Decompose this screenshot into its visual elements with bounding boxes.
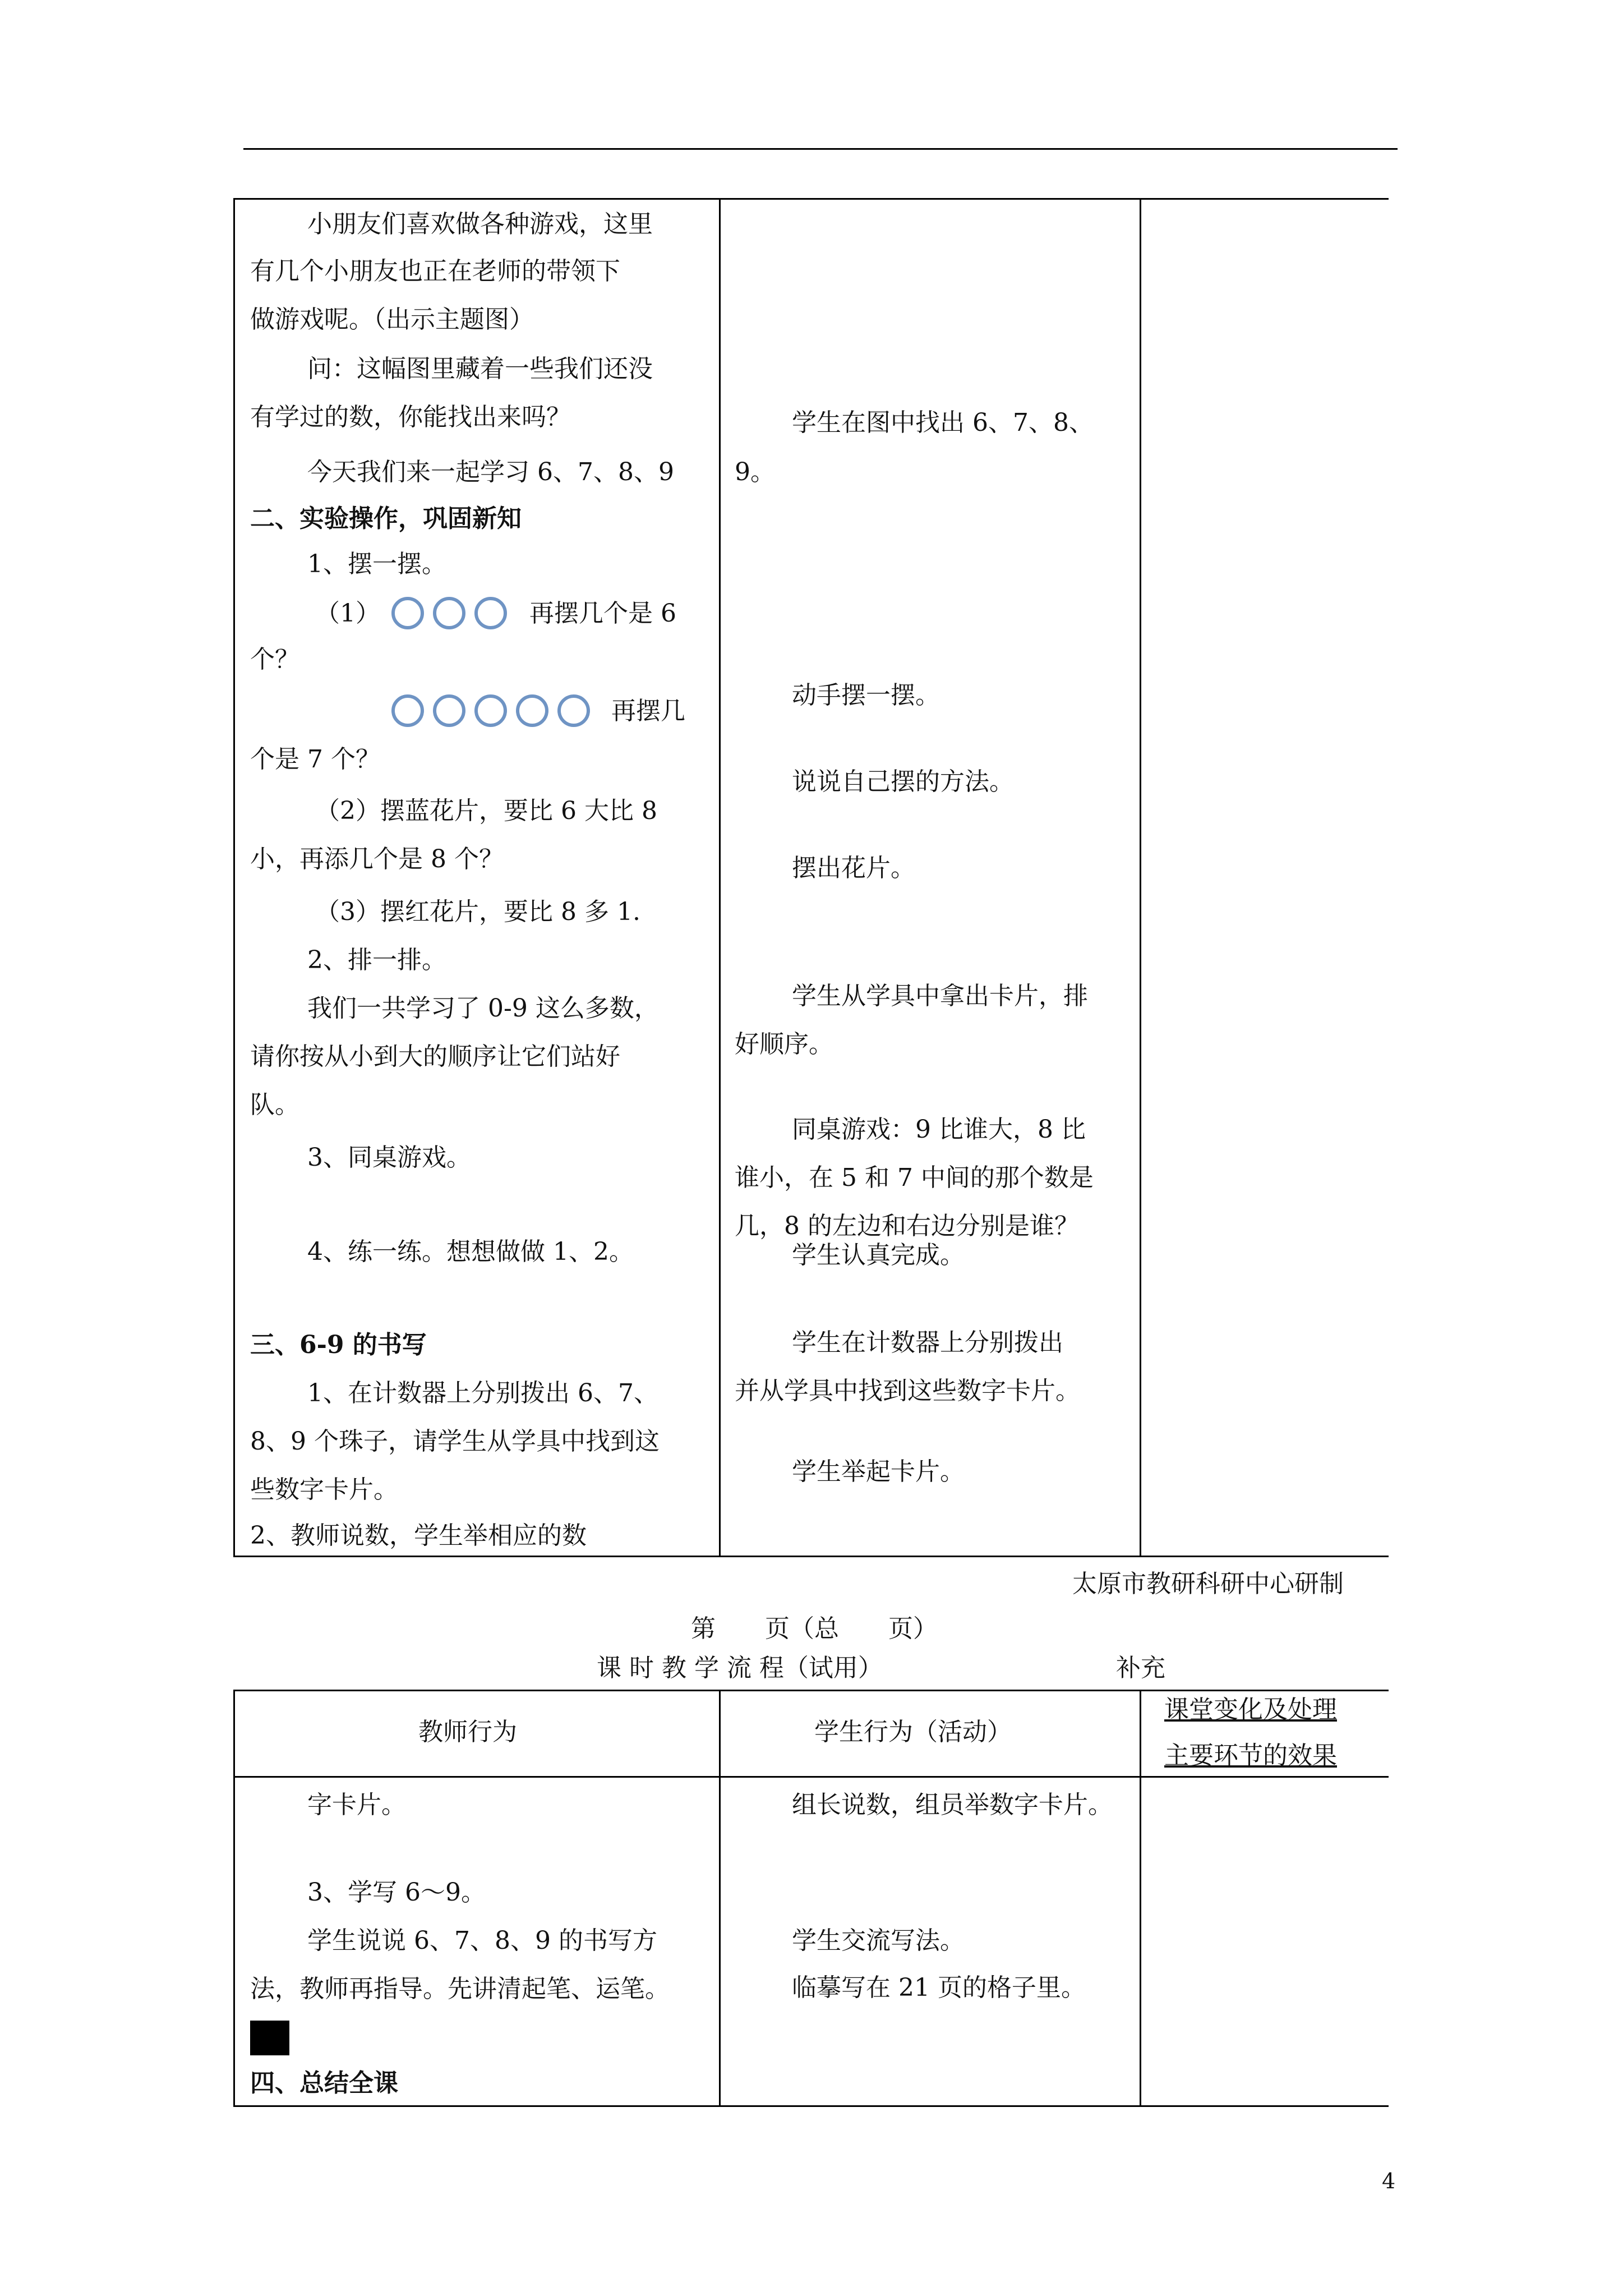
student-line-2: 9。 <box>735 458 775 486</box>
teacher2-line-3: 学生说说 6、7、8、9 的书写方 <box>307 1926 657 1955</box>
circle-icon <box>516 694 548 727</box>
student-line-7: 好顺序。 <box>735 1030 833 1059</box>
section-heading-2: 二、实验操作，巩固新知 <box>250 504 522 533</box>
student-line-9: 谁小，在 5 和 7 中间的那个数是 <box>735 1163 1094 1192</box>
teacher-line-9: （1） <box>315 599 380 628</box>
section-heading-3: 三、6-9 的书写 <box>250 1331 427 1359</box>
student-line-14: 学生举起卡片。 <box>792 1457 965 1486</box>
student-line-3: 动手摆一摆。 <box>792 681 940 710</box>
teacher-line-17: 2、排一排。 <box>307 946 446 974</box>
teacher-line-11: 个？ <box>250 645 299 674</box>
student-line-6: 学生从学具中拿出卡片，排 <box>792 982 1088 1010</box>
circle-icon <box>391 597 424 629</box>
student-line-8: 同桌游戏：9 比谁大，8 比 <box>792 1115 1086 1144</box>
teacher-line-20: 队。 <box>250 1091 299 1119</box>
circle-icon <box>474 597 507 629</box>
page-number: 4 <box>1382 2169 1396 2193</box>
student-line-5: 摆出花片。 <box>792 854 915 882</box>
student-line-1: 学生在图中找出 6、7、8、 <box>792 408 1094 437</box>
teacher-line-1: 小朋友们喜欢做各种游戏，这里 <box>307 210 653 238</box>
circle-icon <box>391 694 424 727</box>
teacher2-line-1: 字卡片。 <box>307 1791 406 1819</box>
teacher2-line-2: 3、学写 6～9。 <box>307 1878 486 1907</box>
circle-icon <box>474 694 507 727</box>
teacher-line-19: 请你按从小到大的顺序让它们站好 <box>250 1042 620 1071</box>
teacher-line-10: 再摆几个是 6 <box>529 599 676 628</box>
page-count-label: 第 页（总 页） <box>691 1614 938 1643</box>
circle-icon <box>433 597 465 629</box>
org-credit: 太原市教研科研中心研制 <box>1072 1570 1344 1598</box>
section-heading-4: 四、总结全课 <box>250 2069 398 2097</box>
teacher-line-14: （2）摆蓝花片，要比 6 大比 8 <box>315 797 657 825</box>
teacher-line-5: 有学过的数，你能找出来吗？ <box>250 403 571 431</box>
teacher-line-26: 些数字卡片。 <box>250 1475 398 1504</box>
table-title: 课 时 教 学 流 程（试用） <box>597 1654 883 1682</box>
student-line-4: 说说自己摆的方法。 <box>792 767 1014 796</box>
teacher2-line-4: 法，教师再指导。先讲清起笔、运笔。 <box>250 1975 670 2003</box>
teacher-line-2: 有几个小朋友也正在老师的带领下 <box>250 257 620 286</box>
student2-line-3: 临摹写在 21 页的格子里。 <box>792 1973 1086 2002</box>
student2-line-2: 学生交流写法。 <box>792 1926 965 1955</box>
student-line-12: 学生在计数器上分别拨出 <box>792 1328 1063 1357</box>
teacher-line-4: 问：这幅图里藏着一些我们还没 <box>307 355 653 383</box>
teacher-line-8: 1、摆一摆。 <box>307 550 446 578</box>
teacher-line-18: 我们一共学习了 0-9 这么多数， <box>307 994 659 1023</box>
teacher-line-15: 小，再添几个是 8 个？ <box>250 845 504 873</box>
teacher-line-13: 个是 7 个？ <box>250 745 380 774</box>
teacher-line-12: 再摆几 <box>611 697 685 725</box>
redaction-block <box>250 2021 289 2055</box>
teacher-line-3: 做游戏呢。（出示主题图） <box>250 305 534 334</box>
teacher-line-21: 3、同桌游戏。 <box>307 1143 471 1172</box>
teacher-line-22: 4、练一练。想想做做 1、2。 <box>307 1237 634 1266</box>
teacher-line-24: 1、在计数器上分别拨出 6、7、 <box>307 1379 658 1407</box>
circle-icon <box>557 694 590 727</box>
teacher-line-6: 今天我们来一起学习 6、7、8、9 <box>307 458 674 486</box>
student-line-10: 几，8 的左边和右边分别是谁？ <box>735 1212 1079 1240</box>
student2-line-1: 组长说数，组员举数字卡片。 <box>792 1791 1113 1819</box>
column-header-notes-1: 课堂变化及处理 <box>1164 1695 1337 1724</box>
circle-icon <box>433 694 465 727</box>
teacher-line-25: 8、9 个珠子，请学生从学具中找到这 <box>250 1427 660 1456</box>
teacher-line-16: （3）摆红花片，要比 8 多 1. <box>315 898 640 926</box>
supplement-label: 补充 <box>1116 1654 1165 1682</box>
column-header-student: 学生行为（活动） <box>814 1718 1012 1746</box>
teacher-line-27: 2、教师说数，学生举相应的数 <box>250 1521 587 1550</box>
student-line-13: 并从学具中找到这些数字卡片。 <box>735 1377 1080 1405</box>
header-rule <box>243 148 1398 150</box>
column-header-teacher: 教师行为 <box>418 1718 517 1746</box>
student-line-11: 学生认真完成。 <box>792 1241 965 1269</box>
column-header-notes-2: 主要环节的效果 <box>1164 1741 1337 1770</box>
